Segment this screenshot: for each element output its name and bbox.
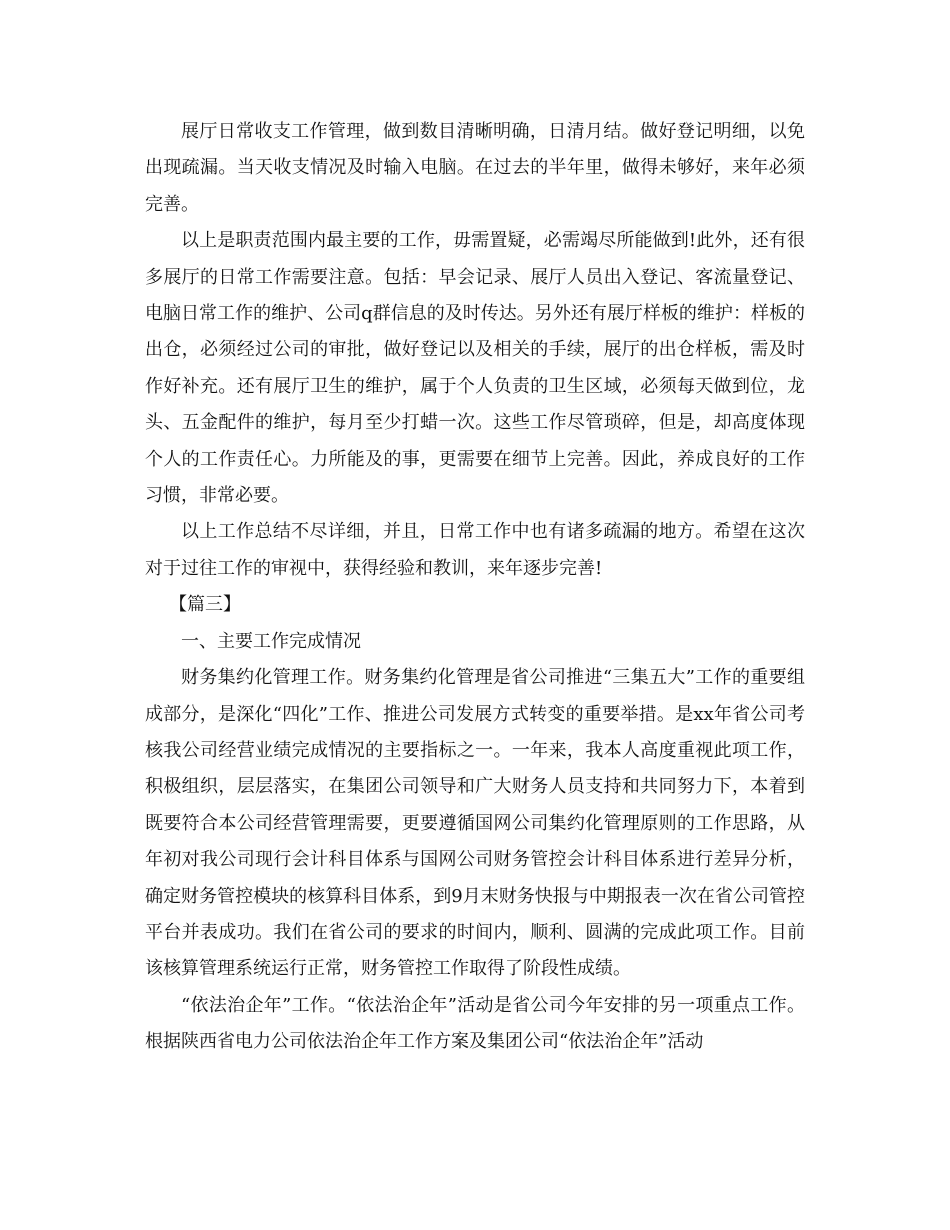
sub-heading: 一、主要工作完成情况 <box>181 630 361 652</box>
paragraph-rule-of-law: “依法治企年”工作。“依法治企年”活动是省公司今年安排的另一项重点工作。根据陕西省电力公司依法治企年工作方案及集团公司“依法治企年”活动 <box>145 994 805 1053</box>
section-heading: 【篇三】 <box>169 594 241 616</box>
paragraph-summary-closing: 以上工作总结不尽详细，并且，日常工作中也有诸多疏漏的地方。希望在这次对于过往工作的审视中，获得经验和教训，来年逐步完善! <box>145 521 805 579</box>
paragraph-cash-management: 展厅日常收支工作管理，做到数目清晰明确，日清月结。做好登记明细，以免出现疏漏。当天收支情况及时输入电脑。在过去的半年里，做得未够好，来年必须完善。 <box>145 121 805 215</box>
document-body <box>145 114 805 1061</box>
paragraph-finance-centralization: 财务集约化管理工作。财务集约化管理是省公司推进“三集五大”工作的重要组成部分，是深化“四化”工作、推进公司发展方式转变的重要举措。是xx年省公司考核我公司经营业绩完成情况的主要指标之一。一年来，我本人高度重视此项工作，积极组织，层层落实，在集团公司领导和广大财务人员支持和共同努力下，本着到既要符合本公司经营管理需要，更要遵循国网公司集约化管理原则的工作思路，从年初对我公司现行会计科目体系与国网公司财务管控会计科目体系进行差异分析，确定财务管控模块的核算科目体系，到9月末财务快报与中期报表一次在省公司管控平台并表成功。我们在省公司的要求的时间内，顺利、圆满的完成此项工作。目前该核算管理系统运行正常，财务管控工作取得了阶段性成绩。 <box>145 667 805 980</box>
paragraph-daily-duties: 以上是职责范围内最主要的工作，毋需置疑，必需竭尽所能做到!此外，还有很多展厅的日常工作需要注意。包括：早会记录、展厅人员出入登记、客流量登记、电脑日常工作的维护、公司q群信息的及时传达。另外还有展厅样板的维护：样板的出仓，必须经过公司的审批，做好登记以及相关的手续，展厅的出仓样板，需及时作好补充。还有展厅卫生的维护，属于个人负责的卫生区域，必须每天做到位，龙头、五金配件的维护，每月至少打蜡一次。这些工作尽管琐碎，但是，却高度体现个人的工作责任心。力所能及的事，更需要在细节上完善。因此，养成良好的工作习惯，非常必要。 <box>145 230 805 507</box>
